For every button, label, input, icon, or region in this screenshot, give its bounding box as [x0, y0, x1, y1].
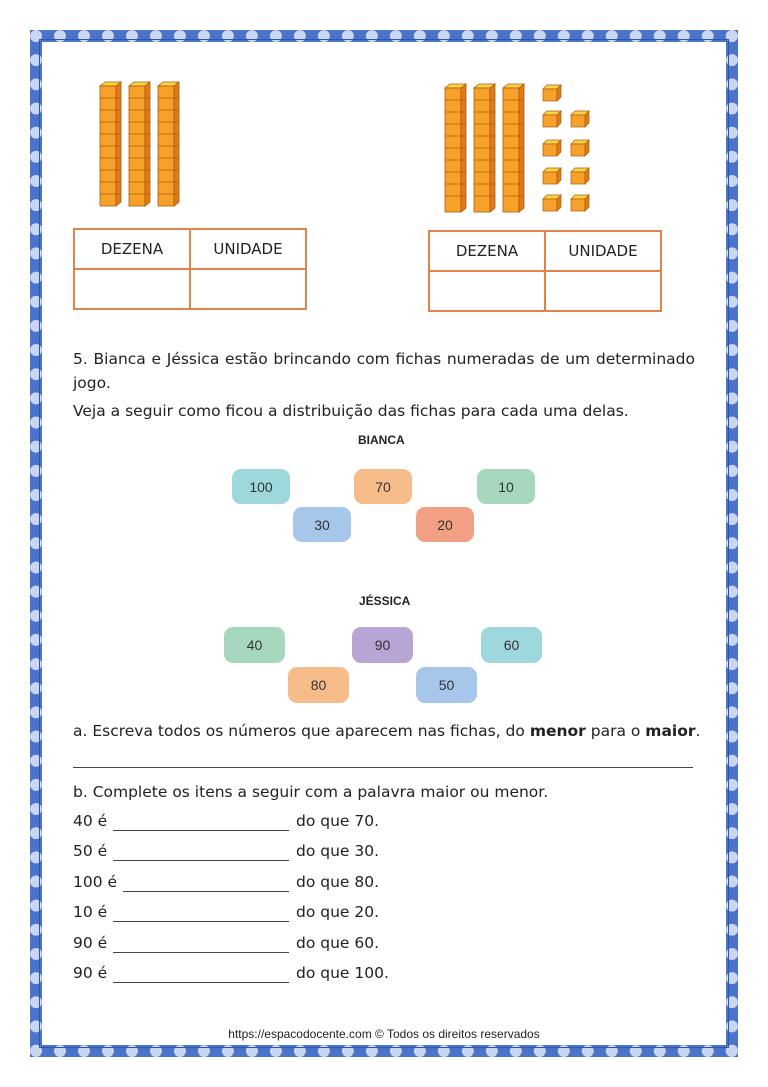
rod-3	[158, 82, 179, 206]
bianca-title: BIANCA	[358, 433, 405, 447]
base-ten-blocks-left	[95, 80, 185, 210]
compare-item-5-right: do que 60.	[296, 934, 380, 952]
compare-item-6-right: do que 100.	[296, 964, 389, 982]
compare-item-2: 50 é	[73, 842, 108, 860]
answer-line-2[interactable]	[113, 860, 289, 861]
answer-line-a[interactable]	[73, 767, 693, 768]
answer-line-1[interactable]	[113, 830, 289, 831]
header-dezena: DEZENA	[74, 229, 190, 269]
compare-item-2-right: do que 30.	[296, 842, 380, 860]
answer-line-3[interactable]	[123, 891, 289, 892]
answer-cell-unidade[interactable]	[190, 269, 306, 309]
jessica-title: JÉSSICA	[359, 594, 411, 608]
answer-line-5[interactable]	[113, 952, 289, 953]
chip-bianca-5: 20	[416, 507, 474, 542]
compare-item-1: 40 é	[73, 812, 108, 830]
base-ten-blocks-right	[440, 82, 600, 217]
compare-item-3: 100 é	[73, 873, 118, 891]
compare-item-1-right: do que 70.	[296, 812, 380, 830]
answer-cell-unidade[interactable]	[545, 271, 661, 311]
chip-jessica-1: 40	[224, 627, 285, 663]
chip-bianca-4: 30	[293, 507, 351, 542]
compare-item-5: 90 é	[73, 934, 108, 952]
header-unidade: UNIDADE	[545, 231, 661, 271]
compare-item-4: 10 é	[73, 903, 108, 921]
chip-jessica-2: 90	[352, 627, 413, 663]
question-5-intro: 5. Bianca e Jéssica estão brincando com fichas numeradas de um determinado jogo.	[73, 350, 695, 392]
rod-1	[100, 82, 121, 206]
compare-item-6: 90 é	[73, 964, 108, 982]
answer-cell-dezena[interactable]	[74, 269, 190, 309]
question-b: b. Complete os itens a seguir com a palavra maior ou menor.	[73, 783, 549, 801]
footer-copyright: https://espacodocente.com © Todos os direitos reservados	[228, 1027, 540, 1041]
place-value-table-right	[428, 230, 662, 312]
chip-jessica-5: 50	[416, 667, 477, 703]
header-dezena: DEZENA	[429, 231, 545, 271]
rod-2	[129, 82, 150, 206]
question-5-intro-2: Veja a seguir como ficou a distribuição das fichas para cada uma delas.	[73, 402, 629, 420]
chip-bianca-1: 100	[232, 469, 290, 504]
chip-bianca-3: 10	[477, 469, 535, 504]
place-value-table-left	[73, 228, 307, 310]
unit-cubes	[543, 85, 589, 211]
chip-bianca-2: 70	[354, 469, 412, 504]
chip-jessica-3: 60	[481, 627, 542, 663]
answer-cell-dezena[interactable]	[429, 271, 545, 311]
answer-line-6[interactable]	[113, 982, 289, 983]
header-unidade: UNIDADE	[190, 229, 306, 269]
answer-line-4[interactable]	[113, 921, 289, 922]
question-a: a. Escreva todos os números que aparecem nas fichas, do menor para o maior.	[73, 722, 701, 740]
compare-item-4-right: do que 20.	[296, 903, 380, 921]
compare-item-3-right: do que 80.	[296, 873, 380, 891]
chip-jessica-4: 80	[288, 667, 349, 703]
